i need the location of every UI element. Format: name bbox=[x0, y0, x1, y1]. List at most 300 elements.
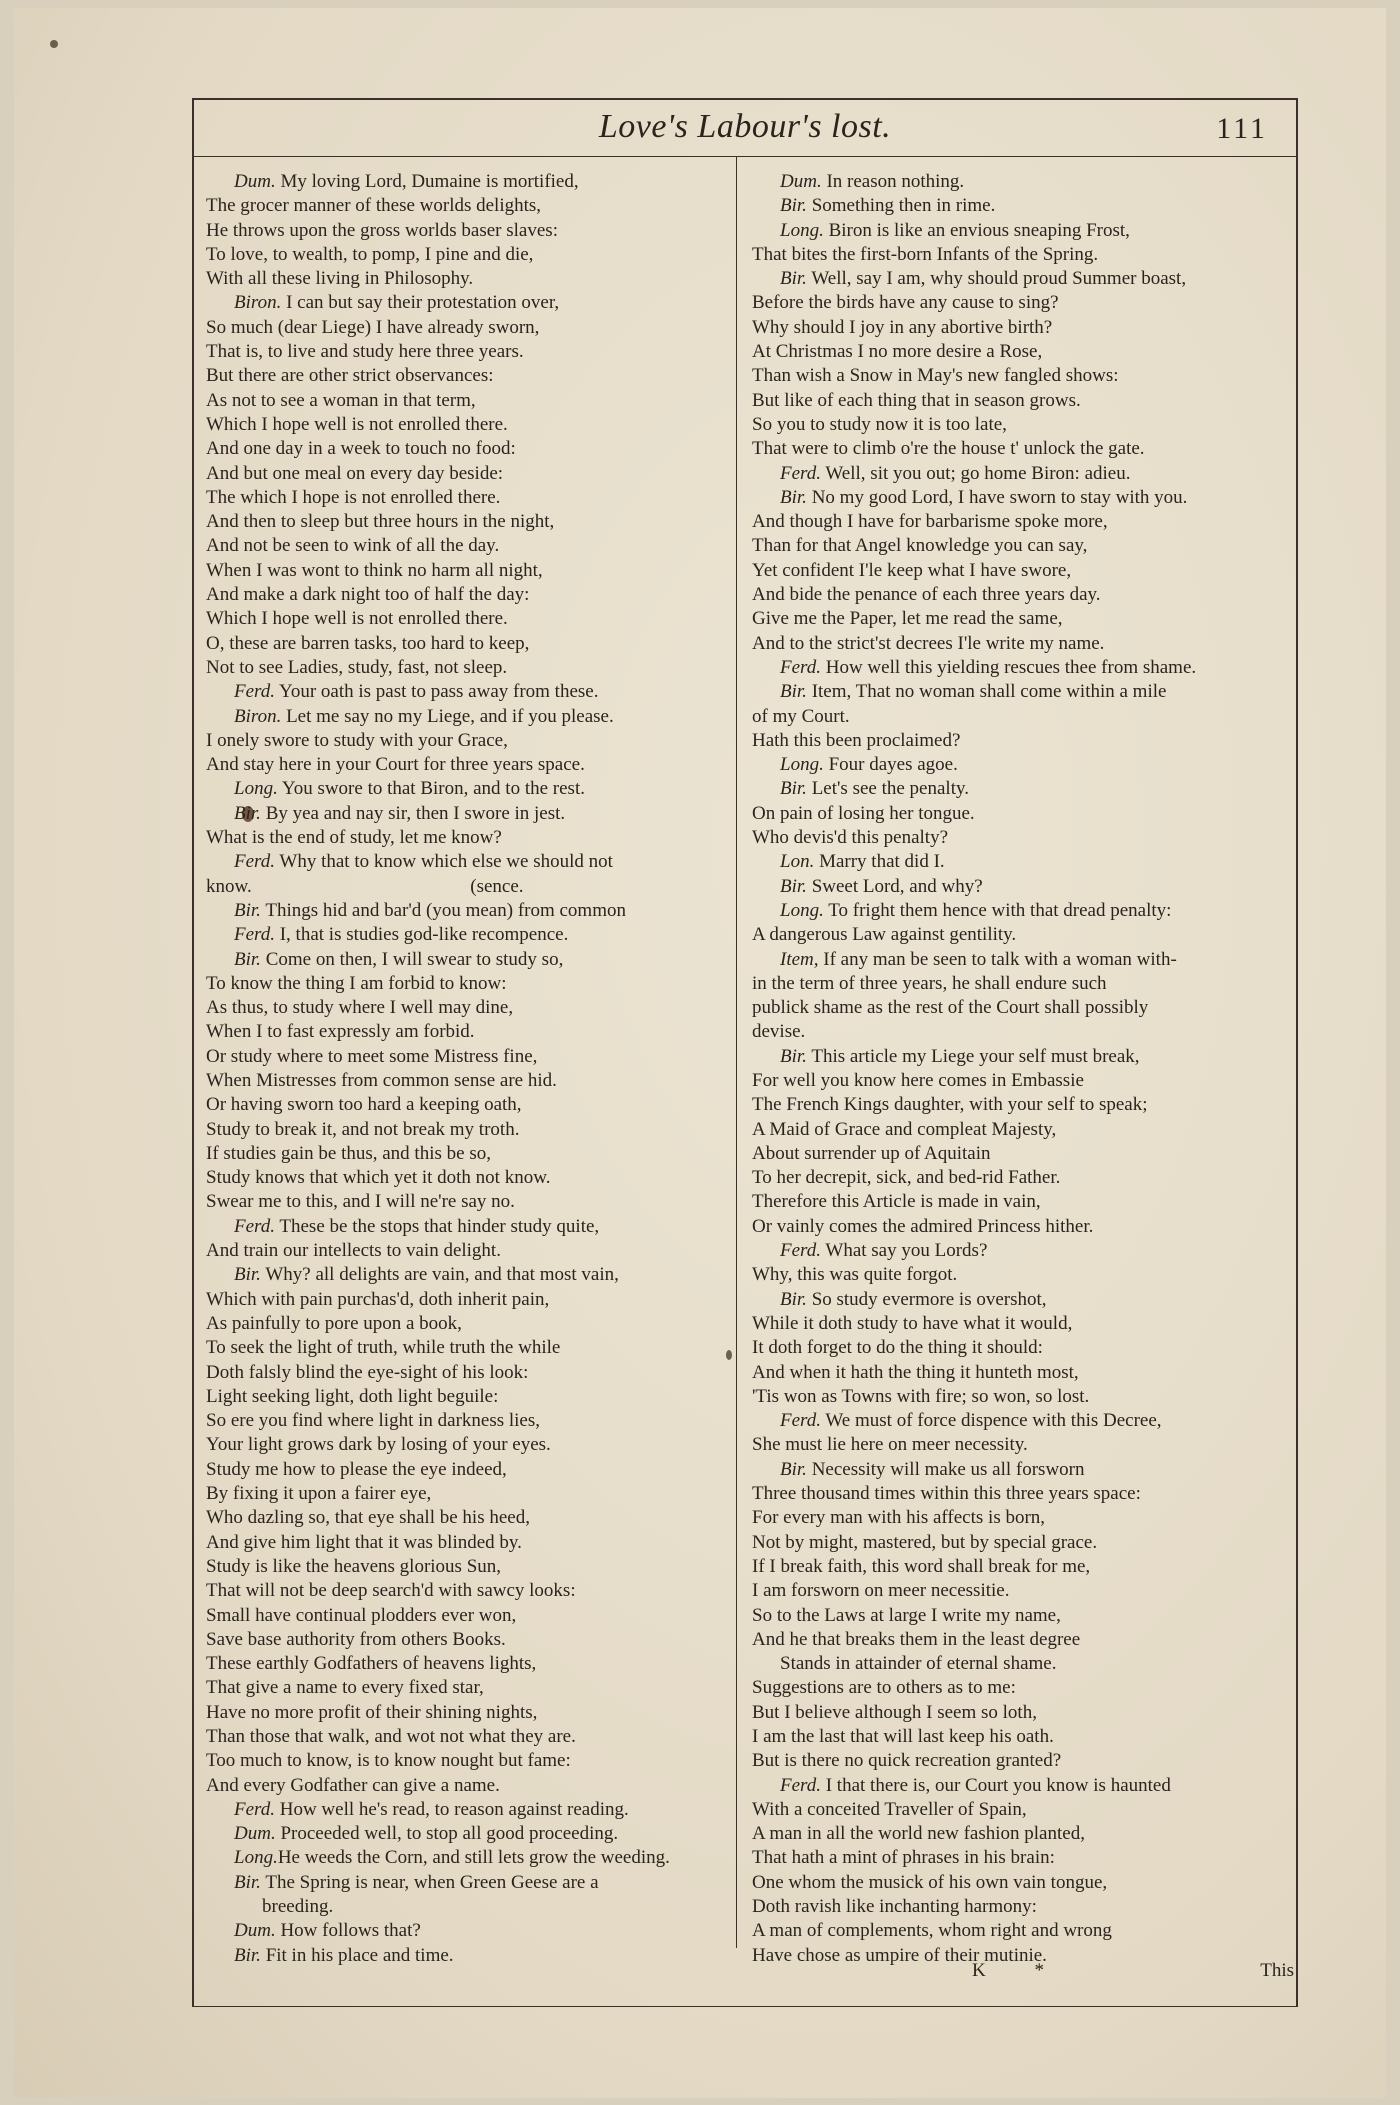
line-text: And then to sleep but three hours in the night, bbox=[206, 511, 555, 533]
line-text: By fixing it upon a fairer eye, bbox=[206, 1483, 432, 1505]
text-line bbox=[752, 1239, 1272, 1263]
column-divider bbox=[736, 156, 737, 1948]
text-line bbox=[206, 1676, 726, 1700]
text-line bbox=[206, 1482, 726, 1506]
line-text: She must lie here on meer necessity. bbox=[752, 1434, 1028, 1456]
text-line bbox=[752, 1871, 1272, 1895]
line-text: I am forsworn on meer necessitie. bbox=[752, 1580, 1010, 1602]
line-text: The Spring is near, when Green Geese are a bbox=[260, 1871, 599, 1893]
text-line bbox=[752, 705, 1272, 729]
line-text: And bide the penance of each three years day. bbox=[752, 584, 1101, 606]
line-text: No my good Lord, I have sworn to stay with you. bbox=[806, 486, 1188, 508]
book-page bbox=[14, 8, 1386, 2098]
line-text: Or having sworn too hard a keeping oath, bbox=[206, 1094, 522, 1116]
line-text: Well, sit you out; go home Biron: adieu. bbox=[820, 462, 1131, 484]
line-text: And one day in a week to touch no food: bbox=[206, 438, 516, 460]
line-text: Hath this been proclaimed? bbox=[752, 729, 961, 751]
text-line bbox=[206, 364, 726, 388]
text-line bbox=[752, 923, 1272, 947]
line-text: But there are other strict observances: bbox=[206, 365, 494, 387]
line-text: These be the stops that hinder study quite, bbox=[274, 1215, 600, 1237]
line-text: Let me say no my Liege, and if you please. bbox=[281, 705, 614, 727]
line-text: Your oath is past to pass away from these. bbox=[274, 681, 599, 703]
line-text: in the term of three years, he shall endure such bbox=[752, 972, 1107, 994]
line-text: Why, this was quite forgot. bbox=[752, 1264, 958, 1286]
text-line bbox=[206, 875, 726, 899]
text-line bbox=[206, 1433, 726, 1457]
speaker-name: Biron. bbox=[234, 705, 282, 727]
speaker-name: Ferd. bbox=[234, 1215, 275, 1237]
text-line bbox=[752, 777, 1272, 801]
right-border bbox=[1296, 98, 1298, 2006]
text-line bbox=[752, 170, 1272, 194]
text-line bbox=[752, 1045, 1272, 1069]
line-text: That were to climb o're the house t' unlock the gate. bbox=[752, 438, 1145, 460]
text-line bbox=[752, 437, 1272, 461]
text-line bbox=[206, 777, 726, 801]
text-line bbox=[206, 291, 726, 315]
text-line bbox=[752, 1409, 1272, 1433]
text-line bbox=[206, 1895, 726, 1919]
text-line bbox=[752, 899, 1272, 923]
text-line bbox=[752, 680, 1272, 704]
text-line bbox=[206, 1798, 726, 1822]
bottom-rule bbox=[192, 2006, 1298, 2007]
line-text: And when it hath the thing it hunteth most, bbox=[752, 1361, 1079, 1383]
text-line bbox=[752, 1749, 1272, 1773]
text-line bbox=[752, 996, 1272, 1020]
speaker-name: Ferd. bbox=[780, 1240, 821, 1262]
line-text: He weeds the Corn, and still lets grow the weeding. bbox=[277, 1847, 670, 1869]
line-text: Who devis'd this penalty? bbox=[752, 827, 949, 849]
text-line bbox=[752, 1774, 1272, 1798]
line-text: As not to see a woman in that term, bbox=[206, 389, 476, 411]
line-text: Or study where to meet some Mistress fine, bbox=[206, 1045, 538, 1067]
line-text: Before the birds have any cause to sing? bbox=[752, 292, 1059, 314]
speaker-name: Long. bbox=[780, 219, 824, 241]
text-line bbox=[206, 1725, 726, 1749]
text-line bbox=[752, 1798, 1272, 1822]
text-line bbox=[752, 1093, 1272, 1117]
text-line bbox=[206, 413, 726, 437]
speaker-name: Ferd. bbox=[234, 924, 275, 946]
line-text: As thus, to study where I well may dine, bbox=[206, 997, 514, 1019]
speaker-name: Bir. bbox=[780, 486, 807, 508]
text-line bbox=[206, 1215, 726, 1239]
line-text: When I was wont to think no harm all night, bbox=[206, 559, 543, 581]
line-text: I am the last that will last keep his oath. bbox=[752, 1726, 1054, 1747]
line-text: These earthly Godfathers of heavens lights, bbox=[206, 1653, 537, 1675]
speaker-name: Bir. bbox=[780, 778, 807, 800]
line-text: Something then in rime. bbox=[806, 195, 996, 217]
text-line bbox=[206, 1604, 726, 1628]
text-line bbox=[752, 583, 1272, 607]
line-text: What say you Lords? bbox=[820, 1240, 988, 1262]
text-line bbox=[206, 1531, 726, 1555]
text-line bbox=[752, 875, 1272, 899]
line-text: A Maid of Grace and compleat Majesty, bbox=[752, 1118, 1057, 1140]
line-text: In reason nothing. bbox=[821, 171, 965, 192]
text-line bbox=[752, 632, 1272, 656]
page-number: 111 bbox=[1216, 112, 1268, 145]
line-text: Who dazling so, that eye shall be his heed, bbox=[206, 1507, 530, 1529]
text-line bbox=[206, 948, 726, 972]
line-text: So much (dear Liege) I have already sworn, bbox=[206, 316, 540, 338]
speaker-name: Ferd. bbox=[780, 1774, 821, 1796]
line-text: On pain of losing her tongue. bbox=[752, 802, 975, 824]
line-text: Suggestions are to others as to me: bbox=[752, 1677, 1016, 1699]
catchword: This bbox=[1260, 1960, 1294, 1981]
line-text: Proceeded well, to stop all good proceeding. bbox=[275, 1823, 619, 1845]
line-text: For every man with his affects is born, bbox=[752, 1507, 1046, 1529]
line-text: But I believe although I seem so loth, bbox=[752, 1701, 1037, 1723]
line-text: Things hid and bar'd (you mean) from common bbox=[260, 899, 626, 921]
line-text: At Christmas I no more desire a Rose, bbox=[752, 341, 1043, 363]
text-line bbox=[752, 850, 1272, 874]
line-text: And to the strict'st decrees I'le write my name. bbox=[752, 632, 1105, 654]
text-line bbox=[752, 1482, 1272, 1506]
text-line bbox=[206, 559, 726, 583]
line-text: That hath a mint of phrases in his brain: bbox=[752, 1847, 1055, 1869]
text-line bbox=[206, 1822, 726, 1846]
text-line bbox=[206, 534, 726, 558]
signature-mark: K * bbox=[972, 1960, 1066, 1981]
speaker-name: Long. bbox=[234, 1847, 278, 1869]
text-line bbox=[752, 340, 1272, 364]
text-line bbox=[206, 1263, 726, 1287]
line-text: To know the thing I am forbid to know: bbox=[206, 972, 507, 994]
text-line bbox=[206, 1020, 726, 1044]
speaker-name: Dum. bbox=[234, 171, 276, 192]
line-text: A dangerous Law against gentility. bbox=[752, 924, 1017, 946]
line-text: Why? all delights are vain, and that most vain, bbox=[260, 1264, 619, 1286]
speaker-name: Bir. bbox=[780, 1045, 807, 1067]
line-text: How follows that? bbox=[275, 1920, 421, 1942]
text-line bbox=[206, 826, 726, 850]
text-line bbox=[206, 267, 726, 291]
text-line bbox=[752, 1433, 1272, 1457]
text-line bbox=[752, 753, 1272, 777]
speaker-name: Bir. bbox=[780, 1458, 807, 1480]
text-line bbox=[206, 1944, 726, 1968]
text-line bbox=[206, 316, 726, 340]
text-line bbox=[752, 1725, 1272, 1749]
line-text: Necessity will make us all forsworn bbox=[806, 1458, 1085, 1480]
line-text: Therefore this Article is made in vain, bbox=[752, 1191, 1041, 1213]
left-column bbox=[206, 170, 726, 1968]
text-line bbox=[752, 194, 1272, 218]
text-line bbox=[206, 1288, 726, 1312]
text-line bbox=[752, 1312, 1272, 1336]
text-line bbox=[206, 1166, 726, 1190]
text-line bbox=[206, 1385, 726, 1409]
text-line bbox=[752, 1676, 1272, 1700]
text-line bbox=[752, 802, 1272, 826]
text-line bbox=[752, 607, 1272, 631]
line-text: With all these living in Philosophy. bbox=[206, 268, 474, 290]
text-line bbox=[206, 802, 726, 826]
speaker-name: Ferd. bbox=[234, 681, 275, 703]
line-text: If any man be seen to talk with a woman with- bbox=[818, 948, 1177, 970]
text-line bbox=[752, 1701, 1272, 1725]
speaker-name: Dum. bbox=[234, 1823, 276, 1845]
text-line bbox=[752, 1628, 1272, 1652]
text-line bbox=[752, 972, 1272, 996]
text-line bbox=[752, 389, 1272, 413]
text-line bbox=[206, 1361, 726, 1385]
text-line bbox=[752, 656, 1272, 680]
speaker-name: Item, bbox=[780, 948, 819, 970]
line-text: As painfully to pore upon a book, bbox=[206, 1312, 462, 1334]
line-text: Not by might, mastered, but by special grace. bbox=[752, 1531, 1098, 1553]
text-line bbox=[752, 316, 1272, 340]
text-line bbox=[206, 729, 726, 753]
line-text: Than for that Angel knowledge you can say, bbox=[752, 535, 1088, 557]
top-rule bbox=[192, 98, 1298, 100]
text-line bbox=[206, 1871, 726, 1895]
speaker-name: Ferd. bbox=[780, 462, 821, 484]
line-text: Yet confident I'le keep what I have swore, bbox=[752, 559, 1072, 581]
line-text: For well you know here comes in Embassie bbox=[752, 1069, 1084, 1091]
line-text: Than wish a Snow in May's new fangled shows: bbox=[752, 365, 1119, 387]
text-line bbox=[206, 1555, 726, 1579]
line-text: To her decrepit, sick, and bed-rid Father. bbox=[752, 1167, 1061, 1189]
line-text: Stands in attainder of eternal shame. bbox=[780, 1653, 1057, 1675]
line-text: To fright them hence with that dread penalty: bbox=[823, 899, 1172, 921]
text-line bbox=[752, 1142, 1272, 1166]
text-line bbox=[752, 1919, 1272, 1943]
text-line bbox=[206, 1312, 726, 1336]
line-text: So to the Laws at large I write my name, bbox=[752, 1604, 1061, 1626]
line-text: And not be seen to wink of all the day. bbox=[206, 535, 500, 557]
text-line bbox=[752, 1506, 1272, 1530]
line-text: Which with pain purchas'd, doth inherit pain, bbox=[206, 1288, 550, 1310]
speaker-name: Lon. bbox=[780, 851, 815, 873]
text-line bbox=[752, 267, 1272, 291]
text-line bbox=[206, 583, 726, 607]
text-line bbox=[752, 1385, 1272, 1409]
line-text: That give a name to every fixed star, bbox=[206, 1677, 484, 1699]
speaker-name: Ferd. bbox=[234, 1798, 275, 1820]
text-line bbox=[206, 486, 726, 510]
speaker-name: Long. bbox=[234, 778, 278, 800]
line-text: And make a dark night too of half the day: bbox=[206, 584, 530, 606]
line-text: So study evermore is overshot, bbox=[806, 1288, 1047, 1310]
text-line bbox=[752, 1215, 1272, 1239]
line-text: About surrender up of Aquitain bbox=[752, 1142, 991, 1164]
text-line bbox=[752, 1531, 1272, 1555]
text-line bbox=[206, 850, 726, 874]
text-line bbox=[206, 1045, 726, 1069]
line-text: Save base authority from others Books. bbox=[206, 1628, 506, 1650]
line-text: publick shame as the rest of the Court shall possibly bbox=[752, 997, 1149, 1019]
text-line bbox=[206, 1069, 726, 1093]
text-line bbox=[206, 923, 726, 947]
text-line bbox=[752, 486, 1272, 510]
line-text: Biron is like an envious sneaping Frost, bbox=[823, 219, 1130, 241]
line-text: If studies gain be thus, and this be so, bbox=[206, 1142, 491, 1164]
text-line bbox=[752, 1458, 1272, 1482]
text-line bbox=[206, 1093, 726, 1117]
line-text: Not to see Ladies, study, fast, not sleep. bbox=[206, 656, 508, 678]
text-line bbox=[752, 1190, 1272, 1214]
line-text: 'Tis won as Towns with fire; so won, so lost. bbox=[752, 1385, 1090, 1407]
text-line bbox=[206, 1409, 726, 1433]
left-border bbox=[192, 98, 194, 2006]
line-text: Doth falsly blind the eye-sight of his look: bbox=[206, 1361, 529, 1383]
text-line bbox=[206, 1919, 726, 1943]
text-line bbox=[752, 364, 1272, 388]
line-text: And but one meal on every day beside: bbox=[206, 462, 504, 484]
text-line bbox=[206, 437, 726, 461]
text-line bbox=[206, 510, 726, 534]
text-line bbox=[752, 219, 1272, 243]
text-line bbox=[752, 1846, 1272, 1870]
text-line bbox=[206, 996, 726, 1020]
speaker-name: Bir. bbox=[234, 948, 261, 970]
line-text: How well he's read, to reason against reading. bbox=[274, 1798, 629, 1820]
speaker-name: Bir. bbox=[780, 268, 807, 290]
line-text: And he that breaks them in the least degree bbox=[752, 1628, 1081, 1650]
line-text: Swear me to this, and I will ne're say no. bbox=[206, 1191, 515, 1213]
line-text: Than those that walk, and wot not what they are. bbox=[206, 1726, 576, 1747]
line-text: He throws upon the gross worlds baser slaves: bbox=[206, 219, 558, 241]
line-text: That will not be deep search'd with sawcy looks: bbox=[206, 1580, 576, 1602]
line-text: So ere you find where light in darkness lies, bbox=[206, 1410, 541, 1432]
line-text: Too much to know, is to know nought but fame: bbox=[206, 1750, 571, 1772]
text-line bbox=[206, 1336, 726, 1360]
line-text: Doth ravish like inchanting harmony: bbox=[752, 1896, 1037, 1918]
line-text: Four dayes agoe. bbox=[823, 754, 958, 776]
speaker-name: Bir. bbox=[234, 802, 261, 824]
text-line bbox=[206, 1142, 726, 1166]
line-text: The French Kings daughter, with your self to speak; bbox=[752, 1094, 1148, 1116]
line-text: Your light grows dark by losing of your eyes. bbox=[206, 1434, 551, 1456]
text-line bbox=[752, 1288, 1272, 1312]
line-text: That bites the first-born Infants of the Spring. bbox=[752, 243, 1099, 265]
text-line bbox=[752, 948, 1272, 972]
text-line bbox=[752, 1579, 1272, 1603]
line-text: Which I hope well is not enrolled there. bbox=[206, 608, 508, 630]
text-line bbox=[206, 243, 726, 267]
line-text: Give me the Paper, let me read the same, bbox=[752, 608, 1063, 630]
line-text: And give him light that it was blinded by. bbox=[206, 1531, 522, 1553]
speaker-name: Bir. bbox=[780, 195, 807, 217]
line-text: I can but say their protestation over, bbox=[281, 292, 560, 314]
line-text: Come on then, I will swear to study so, bbox=[260, 948, 564, 970]
speaker-name: Long. bbox=[780, 899, 824, 921]
text-line bbox=[206, 1190, 726, 1214]
text-line bbox=[752, 1652, 1272, 1676]
line-text: Item, That no woman shall come within a mile bbox=[806, 681, 1167, 703]
text-line bbox=[752, 1895, 1272, 1919]
line-text: You swore to that Biron, and to the rest. bbox=[277, 778, 585, 800]
line-text: While it doth study to have what it would, bbox=[752, 1312, 1073, 1334]
text-line bbox=[752, 559, 1272, 583]
speaker-name: Ferd. bbox=[234, 851, 275, 873]
running-title: Love's Labour's lost. bbox=[598, 108, 892, 145]
line-text: By yea and nay sir, then I swore in jest. bbox=[260, 802, 566, 824]
text-line bbox=[206, 1846, 726, 1870]
speaker-name: Long. bbox=[780, 754, 824, 776]
line-text: Study is like the heavens glorious Sun, bbox=[206, 1555, 502, 1577]
line-text: Sweet Lord, and why? bbox=[806, 875, 983, 897]
line-text: And stay here in your Court for three years space. bbox=[206, 754, 585, 776]
line-text: Study to break it, and not break my troth. bbox=[206, 1118, 520, 1140]
text-line bbox=[206, 972, 726, 996]
line-text: Well, say I am, why should proud Summer boast, bbox=[806, 268, 1187, 290]
text-line bbox=[752, 1822, 1272, 1846]
line-text: A man in all the world new fashion planted, bbox=[752, 1823, 1085, 1845]
line-text: The which I hope is not enrolled there. bbox=[206, 486, 501, 508]
line-text: A man of complements, whom right and wrong bbox=[752, 1920, 1112, 1942]
text-line bbox=[206, 1701, 726, 1725]
speaker-name: Bir. bbox=[780, 1288, 807, 1310]
speaker-name: Dum. bbox=[234, 1920, 276, 1942]
line-text: If I break faith, this word shall break for me, bbox=[752, 1555, 1091, 1577]
line-text: We must of force dispence with this Decree, bbox=[820, 1410, 1162, 1432]
line-text: To love, to wealth, to pomp, I pine and die, bbox=[206, 243, 534, 265]
text-line bbox=[752, 826, 1272, 850]
line-text: of my Court. bbox=[752, 705, 850, 727]
line-text: So you to study now it is too late, bbox=[752, 413, 1007, 435]
line-text: I onely swore to study with your Grace, bbox=[206, 729, 508, 751]
line-text: Marry that did I. bbox=[814, 851, 945, 873]
text-line bbox=[206, 1774, 726, 1798]
line-text: I, that is studies god-like recompence. bbox=[274, 924, 569, 946]
line-text: This article my Liege your self must break, bbox=[806, 1045, 1140, 1067]
text-line bbox=[206, 1118, 726, 1142]
line-text: To seek the light of truth, while truth the while bbox=[206, 1337, 561, 1359]
line-text: Have no more profit of their shining nights, bbox=[206, 1701, 538, 1723]
speaker-name: Bir. bbox=[780, 681, 807, 703]
text-line bbox=[752, 291, 1272, 315]
text-line bbox=[752, 729, 1272, 753]
text-line bbox=[206, 340, 726, 364]
text-line bbox=[206, 705, 726, 729]
line-text: devise. bbox=[752, 1021, 806, 1043]
text-line bbox=[752, 1555, 1272, 1579]
line-text: O, these are barren tasks, too hard to keep, bbox=[206, 632, 530, 654]
line-text: breeding. bbox=[262, 1896, 334, 1918]
speaker-name: Bir. bbox=[234, 1264, 261, 1286]
stain-spot bbox=[50, 40, 58, 48]
line-text: But like of each thing that in season grows. bbox=[752, 389, 1081, 411]
line-text: Have chose as umpire of their mutinie. bbox=[752, 1944, 1047, 1966]
header-rule bbox=[192, 156, 1298, 157]
right-column bbox=[752, 170, 1272, 1968]
line-text: Fit in his place and time. bbox=[260, 1944, 454, 1966]
line-text: Three thousand times within this three years space: bbox=[752, 1483, 1141, 1505]
text-line bbox=[206, 680, 726, 704]
line-text: Small have continual plodders ever won, bbox=[206, 1604, 517, 1626]
text-line bbox=[206, 170, 726, 194]
text-line bbox=[206, 1579, 726, 1603]
text-line bbox=[206, 194, 726, 218]
text-line bbox=[752, 510, 1272, 534]
line-text: How well this yielding rescues thee from shame. bbox=[820, 656, 1197, 678]
text-line bbox=[206, 1652, 726, 1676]
text-line bbox=[206, 656, 726, 680]
text-line bbox=[752, 1020, 1272, 1044]
text-line bbox=[752, 1118, 1272, 1142]
line-text: That is, to live and study here three years. bbox=[206, 341, 524, 363]
speaker-name: Dum. bbox=[780, 171, 822, 192]
line-text: And though I have for barbarisme spoke more, bbox=[752, 511, 1108, 533]
speaker-name: Bir. bbox=[234, 1871, 261, 1893]
line-text: Study me how to please the eye indeed, bbox=[206, 1458, 507, 1480]
line-text: And train our intellects to vain delight. bbox=[206, 1240, 501, 1262]
